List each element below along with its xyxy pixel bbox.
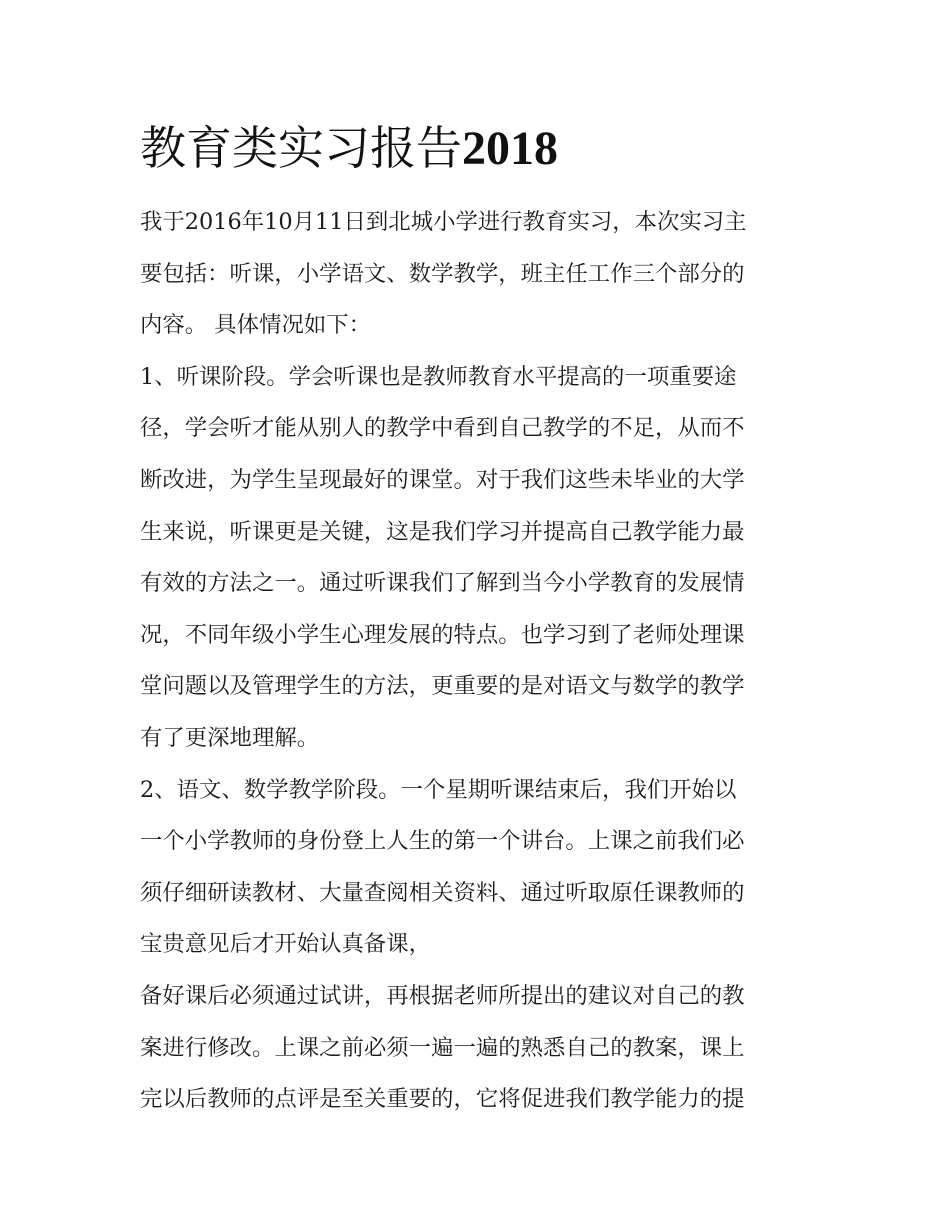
text-line: 内容。 具体情况如下： (140, 312, 372, 339)
text-line: 完以后教师的点评是至关重要的，它将促进我们教学能力的提 (140, 1086, 745, 1113)
document-title (140, 118, 558, 179)
title-text: 教育类实习报告 (140, 121, 462, 175)
text-line: 要包括：听课，小学语文、数学教学，班主任工作三个部分的 (140, 260, 745, 287)
text-line: 案进行修改。上课之前必须一遍一遍的熟悉自己的教案，课上 (140, 1034, 745, 1061)
text-line: 生来说，听课更是关键，这是我们学习并提高自己教学能力最 (140, 518, 745, 545)
text-line: 断改进，为学生呈现最好的课堂。对于我们这些未毕业的大学 (140, 466, 745, 493)
text-line: 2、语文、数学教学阶段。一个星期听课结束后，我们开始以 (140, 776, 737, 803)
text-line: 有效的方法之一。通过听课我们了解到当今小学教育的发展情 (140, 570, 745, 597)
text-line: 有了更深地理解。 (140, 724, 320, 751)
document-body (140, 197, 812, 1126)
text-line: 宝贵意见后才开始认真备课， (140, 931, 432, 958)
text-line: 1、听课阶段。学会听课也是教师教育水平提高的一项重要途 (140, 363, 737, 390)
text-line: 须仔细研读教材、大量查阅相关资料、通过听取原任课教师的 (140, 879, 745, 906)
text-line: 备好课后必须通过试讲，再根据老师所提出的建议对自己的教 (140, 982, 745, 1009)
text-line: 况，不同年级小学生心理发展的特点。也学习到了老师处理课 (140, 621, 745, 648)
title-year: 2018 (462, 122, 558, 175)
text-line: 一个小学教师的身份登上人生的第一个讲台。上课之前我们必 (140, 828, 745, 855)
text-line: 径，学会听才能从别人的教学中看到自己教学的不足，从而不 (140, 415, 745, 442)
text-line: 堂问题以及管理学生的方法，更重要的是对语文与数学的教学 (140, 673, 745, 700)
text-line: 我于2016年10月11日到北城小学进行教育实习，本次实习主 (140, 209, 747, 235)
